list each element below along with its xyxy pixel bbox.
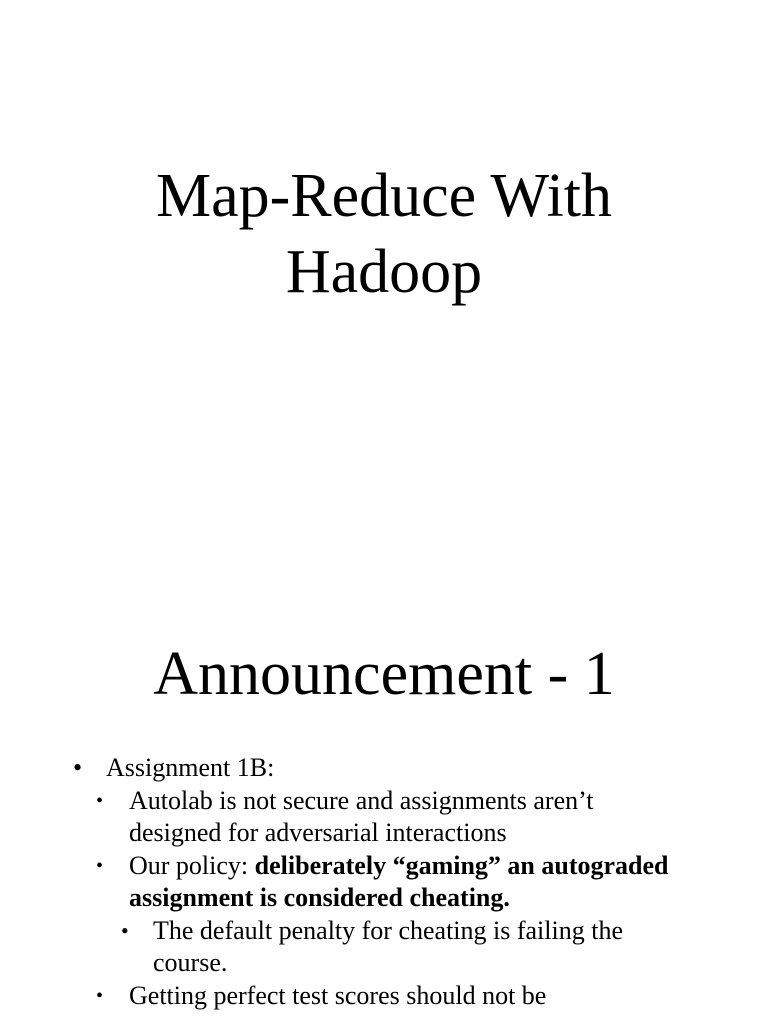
bullet-icon: • [73,753,83,782]
slide-announcement [0,576,768,1024]
bullet-autolab [0,785,674,850]
bullet-text: Autolab is not secure and assignments aren’t designed for adversarial interactions [129,785,594,847]
bullet-text: Getting perfect test scores should not be [129,980,547,1010]
bullet-icon: • [121,917,129,943]
bullet-icon: • [96,854,104,877]
bullet-perfect-scores [0,980,674,1013]
bullet-text-prefix: Our policy: [129,850,255,880]
announcement-heading: Announcement - 1 [153,640,615,708]
bullet-list [0,752,768,1012]
bullet-text-bold: deliberately “gaming” an autograded assignment is considered cheating. [129,850,669,912]
bullet-icon: • [96,984,104,1007]
bullet-assignment [0,752,666,785]
bullet-policy [0,850,674,915]
bullet-text: The default penalty for cheating is failing the course. [153,915,623,977]
bullet-penalty [0,915,658,980]
title-line-2: Hadoop [285,238,483,306]
slide-title-heading [0,158,768,310]
title-line-1: Map-Reduce With [155,162,613,230]
bullet-text: Assignment 1B: [106,753,275,782]
bullet-icon: • [96,789,104,812]
